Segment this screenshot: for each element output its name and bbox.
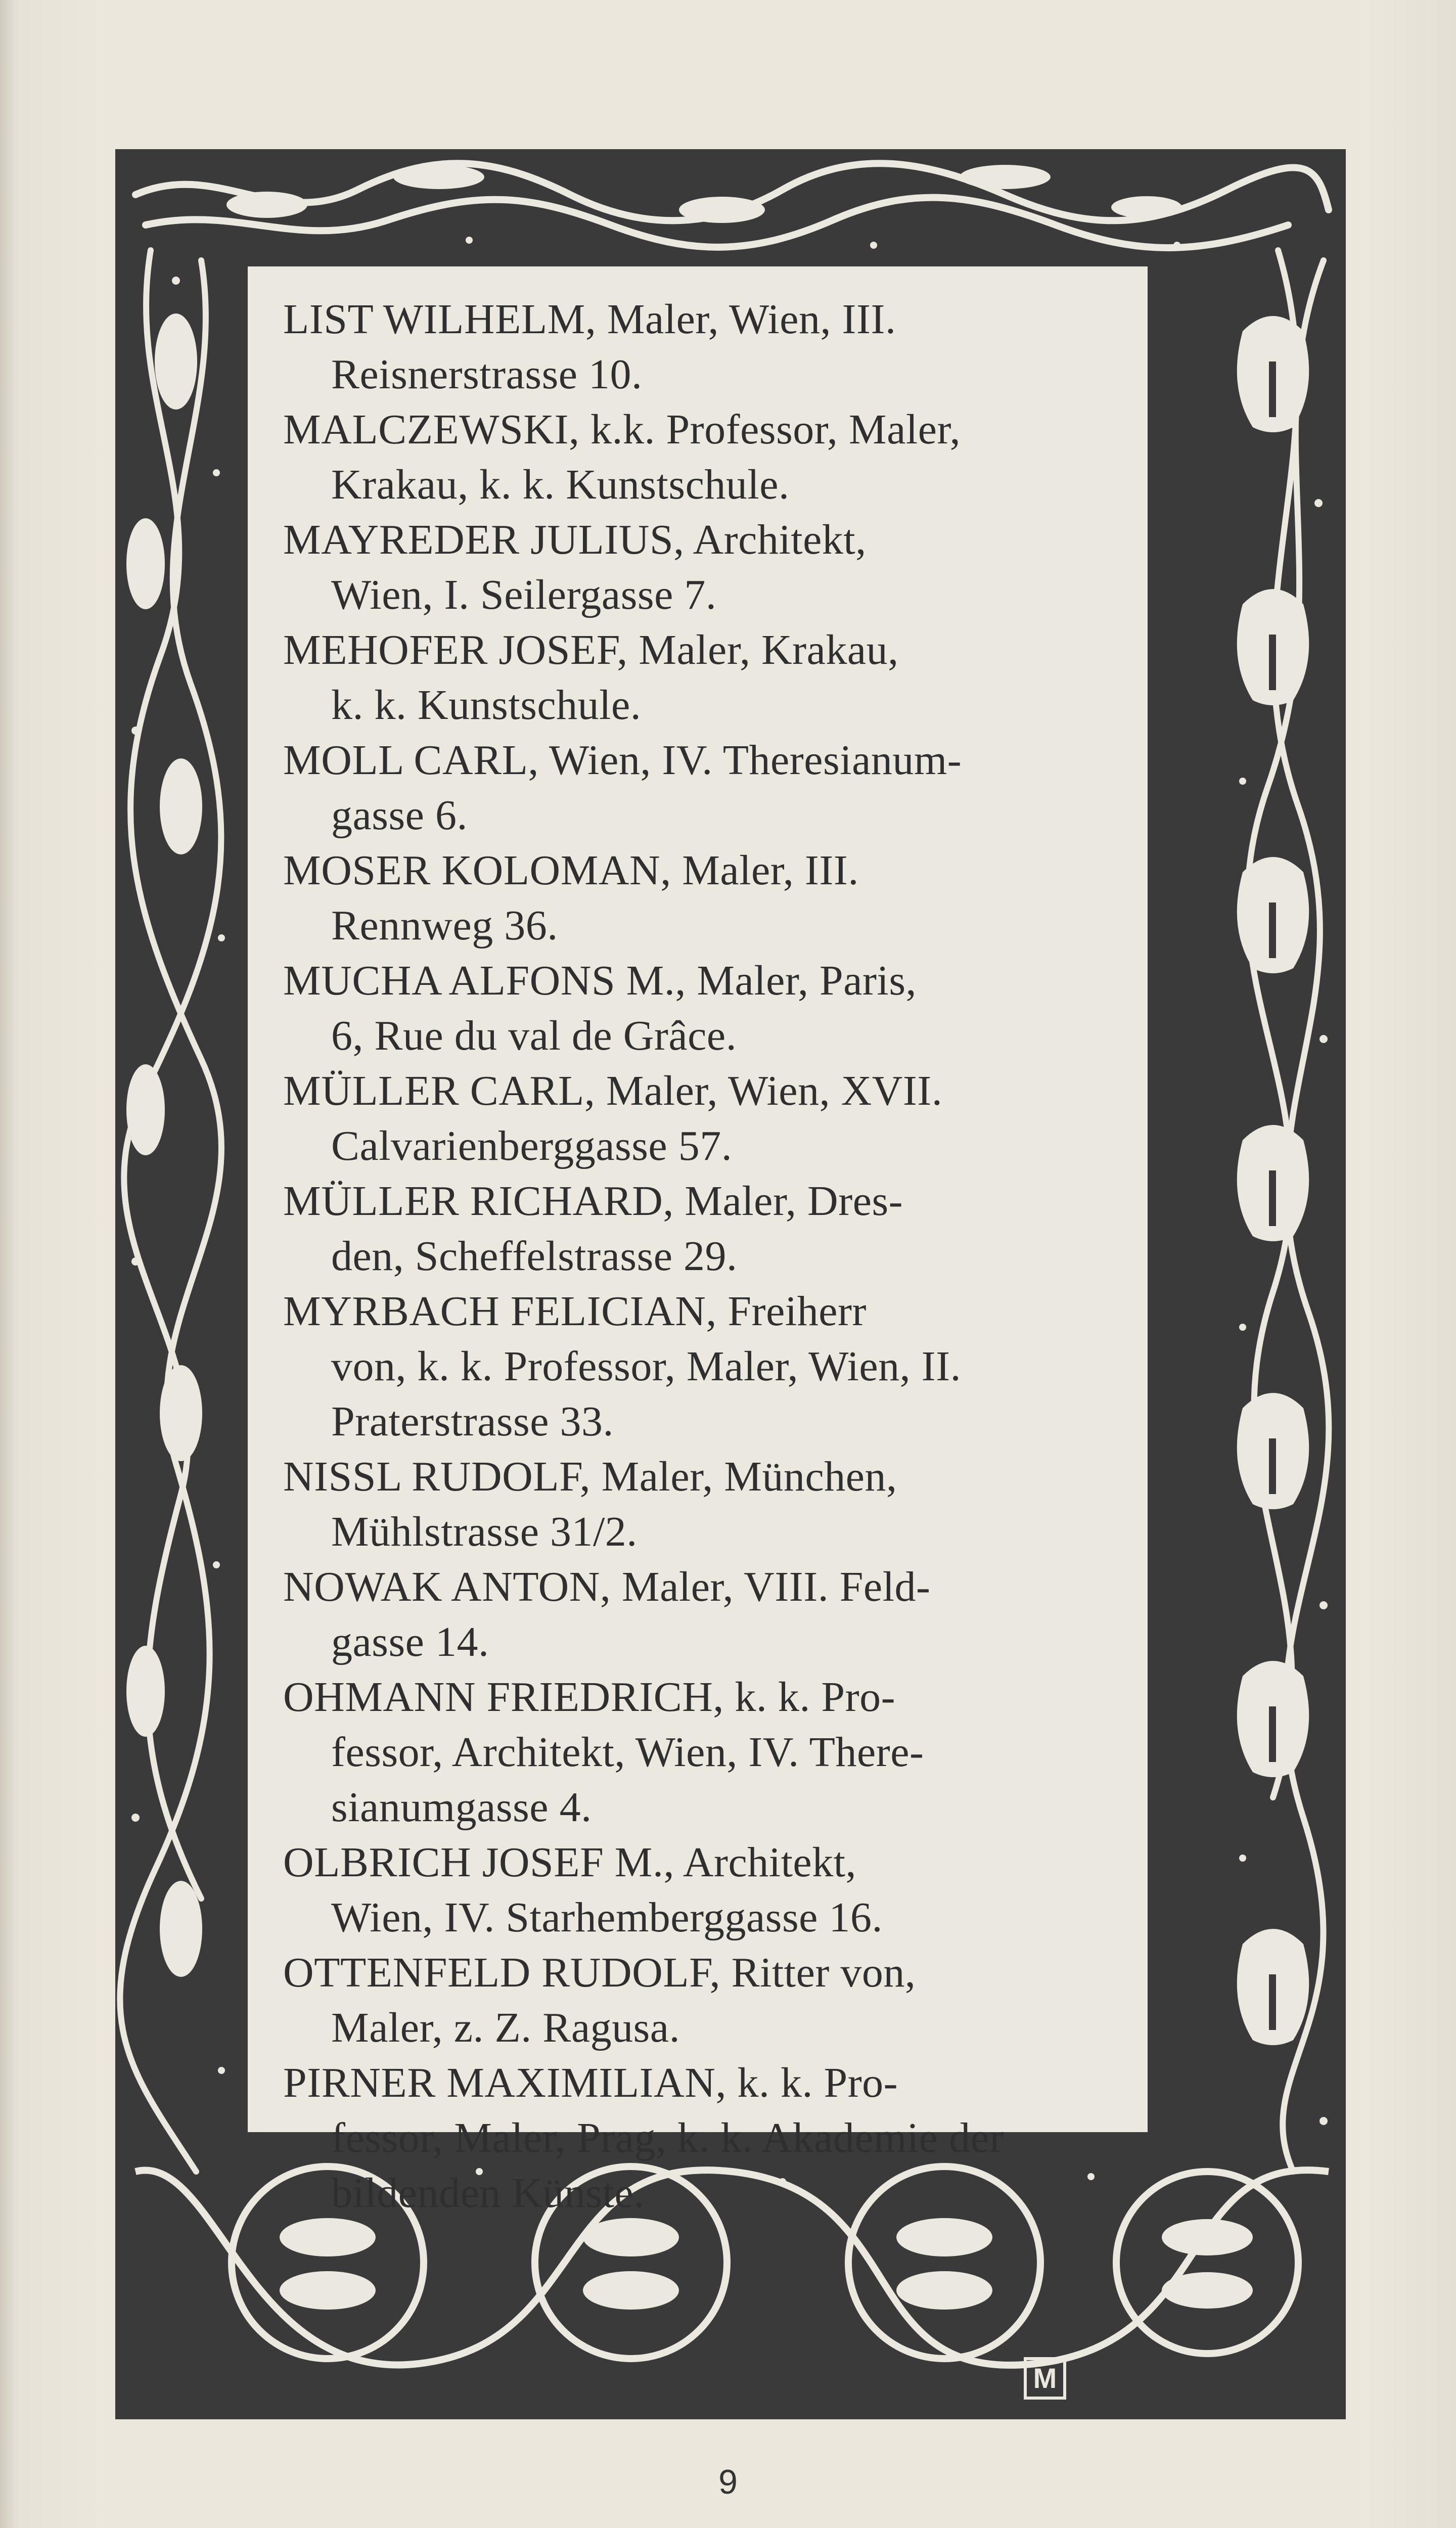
- entry-detail-line: Mühlstrasse 31/2.: [331, 1508, 638, 1555]
- entry-name-line: NOWAK ANTON, Maler, VIII. Feld-: [283, 1563, 931, 1610]
- entry-detail-line: fessor, Maler, Prag, k. k. Akademie der: [331, 2114, 1004, 2161]
- entry-detail-line: Maler, z. Z. Ragusa.: [331, 2004, 680, 2051]
- entry-detail-line: gasse 6.: [331, 792, 468, 839]
- entry-detail-line: fessor, Architekt, Wien, IV. There-: [331, 1729, 924, 1776]
- entry-detail-line: Rennweg 36.: [331, 902, 558, 949]
- entry-detail-line: Praterstrasse 33.: [331, 1398, 614, 1445]
- directory-entry: [283, 1669, 1112, 1835]
- entry-name-line: MEHOFER JOSEF, Maler, Krakau,: [283, 626, 899, 673]
- directory-entry: [283, 2055, 1112, 2221]
- entry-detail-line: Krakau, k. k. Kunstschule.: [331, 461, 790, 508]
- entry-name-line: OHMANN FRIEDRICH, k. k. Pro-: [283, 1674, 896, 1721]
- directory-entry: [283, 1449, 1112, 1559]
- entry-name-line: MALCZEWSKI, k.k. Professor, Maler,: [283, 406, 961, 453]
- directory-entry: [283, 1284, 1112, 1449]
- monogram-text: M: [1033, 2362, 1057, 2394]
- entry-detail-line: 6, Rue du val de Grâce.: [331, 1012, 737, 1059]
- entry-name-line: MÜLLER RICHARD, Maler, Dres-: [283, 1178, 903, 1225]
- directory-entry: [283, 1945, 1112, 2055]
- entry-detail-line: Reisnerstrasse 10.: [331, 351, 643, 398]
- entry-detail-line: k. k. Kunstschule.: [331, 682, 642, 729]
- entry-detail-line: Wien, IV. Starhemberggasse 16.: [331, 1894, 883, 1941]
- entry-name-line: MOLL CARL, Wien, IV. Theresianum-: [283, 737, 962, 784]
- directory-entry: [283, 292, 1112, 402]
- entry-detail-line: Calvarienberggasse 57.: [331, 1122, 733, 1169]
- directory-entry: [283, 622, 1112, 733]
- entry-detail-line: bildenden Künste.: [331, 2170, 645, 2217]
- entry-name-line: MYRBACH FELICIAN, Freiherr: [283, 1288, 867, 1335]
- entry-name-line: NISSL RUDOLF, Maler, München,: [283, 1453, 897, 1500]
- entry-detail-line: den, Scheffelstrasse 29.: [331, 1233, 738, 1280]
- entry-name-line: PIRNER MAXIMILIAN, k. k. Pro-: [283, 2059, 898, 2106]
- entry-name-line: MÜLLER CARL, Maler, Wien, XVII.: [283, 1067, 943, 1114]
- page-number: 9: [718, 2463, 738, 2501]
- directory-entry: [283, 1173, 1112, 1284]
- entry-name-line: MOSER KOLOMAN, Maler, III.: [283, 847, 859, 894]
- entry-name-line: LIST WILHELM, Maler, Wien, III.: [283, 296, 896, 343]
- text-panel: [248, 266, 1148, 2217]
- directory-entry: [283, 1063, 1112, 1173]
- entry-name-line: MAYREDER JULIUS, Architekt,: [283, 516, 867, 563]
- entry-detail-line: gasse 14.: [331, 1618, 489, 1665]
- directory-entry: [283, 1559, 1112, 1669]
- entry-detail-line: Wien, I. Seilergasse 7.: [331, 571, 717, 618]
- directory-entry: [283, 512, 1112, 622]
- directory-entries: [283, 292, 1112, 2221]
- directory-entry: [283, 953, 1112, 1063]
- directory-entry: [283, 402, 1112, 512]
- directory-entry: [283, 843, 1112, 953]
- directory-entry: [283, 733, 1112, 843]
- directory-entry: [283, 1835, 1112, 1945]
- entry-name-line: MUCHA ALFONS M., Maler, Paris,: [283, 957, 917, 1004]
- binding-edge: [0, 0, 14, 2528]
- entry-name-line: OTTENFELD RUDOLF, Ritter von,: [283, 1949, 916, 1996]
- entry-detail-line: von, k. k. Professor, Maler, Wien, II.: [331, 1343, 962, 1390]
- entry-detail-line: sianumgasse 4.: [331, 1784, 592, 1831]
- entry-name-line: OLBRICH JOSEF M., Architekt,: [283, 1839, 857, 1886]
